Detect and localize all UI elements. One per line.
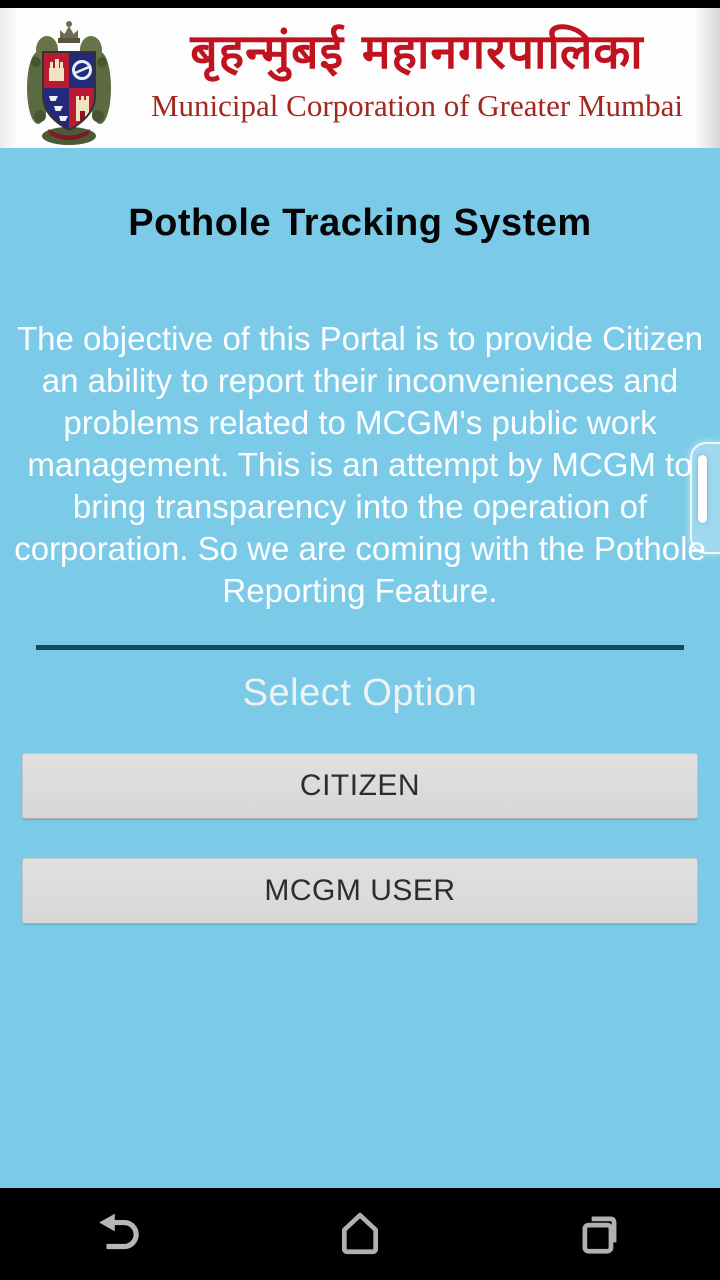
main-content xyxy=(0,148,720,1188)
home-button[interactable] xyxy=(240,1188,480,1280)
back-button[interactable] xyxy=(0,1188,240,1280)
scrollbar-thumb xyxy=(698,455,707,523)
mcgm-user-button[interactable]: MCGM USER xyxy=(22,858,698,924)
banner-text xyxy=(118,18,716,124)
banner-title-english: Municipal Corporation of Greater Mumbai xyxy=(150,87,684,123)
citizen-button[interactable]: CITIZEN xyxy=(22,753,698,819)
mcgm-coat-of-arms-logo xyxy=(26,16,112,146)
back-icon xyxy=(95,1211,145,1257)
select-option-label: Select Option xyxy=(242,672,478,714)
header-banner xyxy=(0,8,720,148)
banner-title-devanagari: बृहन्मुंबई महानगरपालिका xyxy=(190,24,644,80)
page-title: Pothole Tracking System xyxy=(128,202,592,244)
navigation-bar xyxy=(0,1188,720,1280)
status-bar xyxy=(0,0,720,8)
section-divider xyxy=(36,645,684,650)
fast-scroll-handle[interactable] xyxy=(690,442,720,554)
recents-button[interactable] xyxy=(480,1188,720,1280)
home-icon xyxy=(337,1210,383,1258)
description-text: The objective of this Portal is to provide Citizen an ability to report their inconveniences and problems related to MCGM's public work management. This is an attempt by MCGM to bring transparency into the operation of corporation. So we are coming with the Pothole Reporting Feature. xyxy=(14,320,706,609)
recent-apps-icon xyxy=(576,1210,624,1258)
